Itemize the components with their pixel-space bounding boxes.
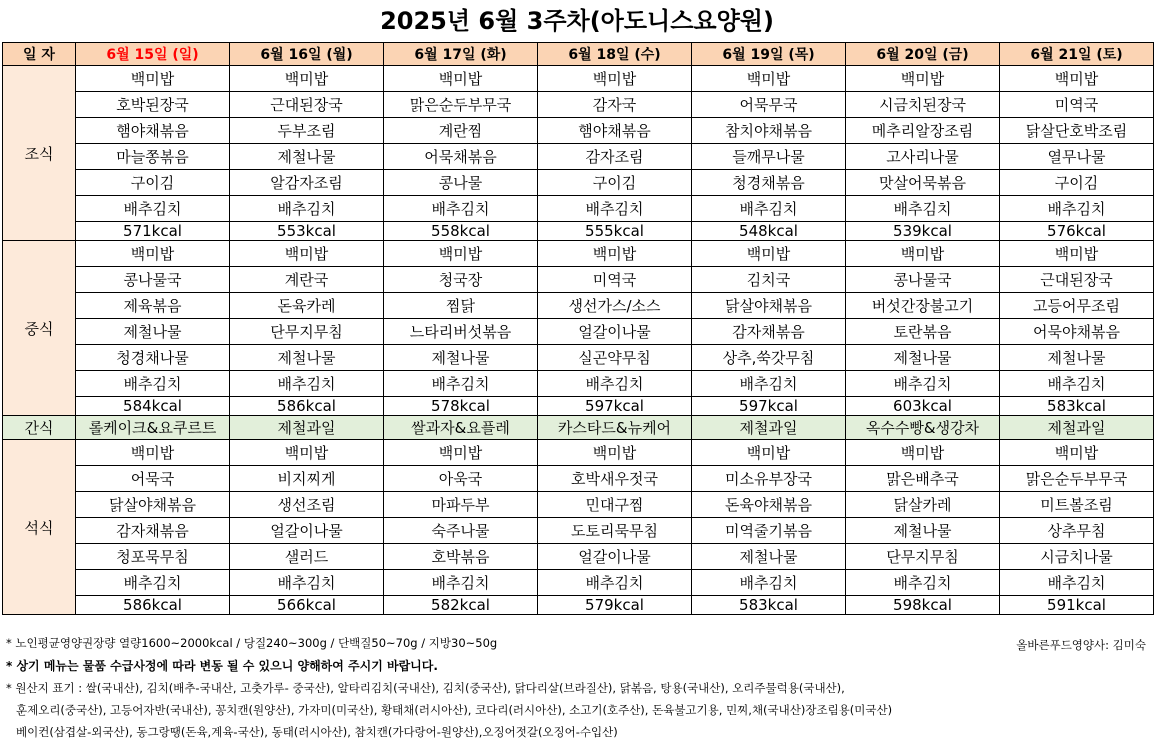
- menu-item: 미트볼조림: [1000, 492, 1154, 518]
- menu-item: 제철나물: [76, 319, 230, 345]
- menu-item: 생선가스/소스: [538, 293, 692, 319]
- menu-item: 얼갈이나물: [230, 518, 384, 544]
- menu-item: 배추김치: [384, 371, 538, 397]
- menu-item: 얼갈이나물: [538, 544, 692, 570]
- day-header: 6월 16일 (월): [230, 43, 384, 66]
- menu-item: 미역국: [1000, 92, 1154, 118]
- kcal-value: 597kcal: [538, 397, 692, 416]
- kcal-value: 558kcal: [384, 222, 538, 241]
- menu-item: 어묵국: [76, 466, 230, 492]
- snack-item: 카스타드&뉴케어: [538, 416, 692, 440]
- menu-item: 맑은순두부무국: [1000, 466, 1154, 492]
- kcal-value: 578kcal: [384, 397, 538, 416]
- date-label: 일 자: [3, 43, 76, 66]
- menu-item: 감자채볶음: [692, 319, 846, 345]
- menu-item: 배추김치: [538, 371, 692, 397]
- menu-item: 청국장: [384, 267, 538, 293]
- menu-item: 콩나물국: [846, 267, 1000, 293]
- menu-item: 콩나물: [384, 170, 538, 196]
- menu-item: 배추김치: [384, 196, 538, 222]
- menu-item: 아욱국: [384, 466, 538, 492]
- menu-item: 백미밥: [692, 241, 846, 267]
- menu-item: 제철나물: [846, 345, 1000, 371]
- kcal-value: 571kcal: [76, 222, 230, 241]
- menu-item: 제철나물: [846, 518, 1000, 544]
- menu-item: 상추,쑥갓무침: [692, 345, 846, 371]
- food-row: [3, 144, 1154, 170]
- food-row: [3, 241, 1154, 267]
- kcal-value: 555kcal: [538, 222, 692, 241]
- kcal-row: [3, 222, 1154, 241]
- menu-item: 배추김치: [76, 570, 230, 596]
- menu-item: 호박볶음: [384, 544, 538, 570]
- menu-item: 청포묵무침: [76, 544, 230, 570]
- day-header: 6월 20일 (금): [846, 43, 1000, 66]
- menu-item: 백미밥: [1000, 66, 1154, 92]
- menu-item: 청경채볶음: [692, 170, 846, 196]
- kcal-value: 582kcal: [384, 596, 538, 615]
- menu-item: 단무지무침: [846, 544, 1000, 570]
- food-row: [3, 544, 1154, 570]
- food-row: [3, 570, 1154, 596]
- menu-item: 제철나물: [230, 144, 384, 170]
- menu-item: 미역줄기볶음: [692, 518, 846, 544]
- kcal-value: 583kcal: [692, 596, 846, 615]
- menu-item: 배추김치: [1000, 196, 1154, 222]
- origin-note-line: * 원산지 표기 : 쌀(국내산), 김치(배추-국내산, 고춧가루- 중국산), 알타리김치(국내산), 김치(중국산), 닭다리살(브라질산), 닭볶음, 탕용(국내산), 오리주물럭용(국내산),: [6, 681, 845, 695]
- menu-item: 백미밥: [230, 241, 384, 267]
- menu-item: 배추김치: [538, 570, 692, 596]
- kcal-row: [3, 596, 1154, 615]
- menu-item: 콩나물국: [76, 267, 230, 293]
- kcal-value: 583kcal: [1000, 397, 1154, 416]
- menu-item: 맛살어묵볶음: [846, 170, 1000, 196]
- menu-item: 계란찜: [384, 118, 538, 144]
- menu-item: 백미밥: [538, 440, 692, 466]
- menu-item: 백미밥: [384, 440, 538, 466]
- dinner-label: 석식: [3, 440, 76, 615]
- menu-item: 배추김치: [384, 570, 538, 596]
- menu-item: 계란국: [230, 267, 384, 293]
- menu-item: 배추김치: [230, 371, 384, 397]
- menu-item: 얼갈이나물: [538, 319, 692, 345]
- menu-item: 미역국: [538, 267, 692, 293]
- menu-item: 상추무침: [1000, 518, 1154, 544]
- menu-item: 백미밥: [846, 241, 1000, 267]
- menu-item: 배추김치: [846, 570, 1000, 596]
- menu-item: 숙주나물: [384, 518, 538, 544]
- menu-item: 고사리나물: [846, 144, 1000, 170]
- kcal-value: 591kcal: [1000, 596, 1154, 615]
- header-row: [3, 43, 1154, 66]
- snack-item: 쌀과자&요플레: [384, 416, 538, 440]
- menu-item: 배추김치: [692, 371, 846, 397]
- day-header: 6월 18일 (수): [538, 43, 692, 66]
- menu-item: 근대된장국: [230, 92, 384, 118]
- menu-item: 백미밥: [384, 241, 538, 267]
- menu-item: 배추김치: [846, 371, 1000, 397]
- nutrition-standard-note: * 노인평균영양권장량 열량1600~2000kcal / 당질240~300g / 단백질50~70g / 지방30~50g: [6, 636, 498, 650]
- weekly-menu-table: [2, 42, 1154, 615]
- menu-item: 백미밥: [1000, 241, 1154, 267]
- menu-item: 구이김: [76, 170, 230, 196]
- menu-item: 참치야채볶음: [692, 118, 846, 144]
- food-row: [3, 196, 1154, 222]
- menu-item: 백미밥: [230, 66, 384, 92]
- menu-item: 백미밥: [1000, 440, 1154, 466]
- food-row: [3, 518, 1154, 544]
- kcal-value: 584kcal: [76, 397, 230, 416]
- menu-item: 배추김치: [846, 196, 1000, 222]
- menu-item: 돈육야채볶음: [692, 492, 846, 518]
- menu-item: 백미밥: [538, 66, 692, 92]
- food-row: [3, 466, 1154, 492]
- menu-item: 고등어무조림: [1000, 293, 1154, 319]
- day-header: 6월 15일 (일): [76, 43, 230, 66]
- menu-item: 맑은배추국: [846, 466, 1000, 492]
- kcal-row: [3, 397, 1154, 416]
- lunch-label: 중식: [3, 241, 76, 416]
- snack-row: [3, 416, 1154, 440]
- food-row: [3, 293, 1154, 319]
- food-row: [3, 118, 1154, 144]
- snack-item: 제철과일: [230, 416, 384, 440]
- snack-item: 제철과일: [1000, 416, 1154, 440]
- menu-item: 김치국: [692, 267, 846, 293]
- menu-item: 배추김치: [76, 371, 230, 397]
- menu-item: 호박된장국: [76, 92, 230, 118]
- menu-item: 마파두부: [384, 492, 538, 518]
- menu-item: 백미밥: [846, 66, 1000, 92]
- menu-item: 닭살야채볶음: [692, 293, 846, 319]
- kcal-value: 553kcal: [230, 222, 384, 241]
- menu-item: 버섯간장불고기: [846, 293, 1000, 319]
- menu-item: 닭살야채볶음: [76, 492, 230, 518]
- menu-item: 백미밥: [692, 440, 846, 466]
- snack-item: 롤케이크&요쿠르트: [76, 416, 230, 440]
- menu-item: 돈육카레: [230, 293, 384, 319]
- menu-item: 미소유부장국: [692, 466, 846, 492]
- menu-item: 백미밥: [846, 440, 1000, 466]
- menu-item: 제철나물: [692, 544, 846, 570]
- day-header: 6월 17일 (화): [384, 43, 538, 66]
- menu-item: 청경채나물: [76, 345, 230, 371]
- menu-item: 제육볶음: [76, 293, 230, 319]
- snack-item: 옥수수빵&생강차: [846, 416, 1000, 440]
- menu-item: 배추김치: [692, 196, 846, 222]
- kcal-value: 539kcal: [846, 222, 1000, 241]
- snack-item: 제철과일: [692, 416, 846, 440]
- menu-item: 마늘쫑볶음: [76, 144, 230, 170]
- kcal-value: 548kcal: [692, 222, 846, 241]
- menu-item: 감자채볶음: [76, 518, 230, 544]
- menu-item: 닭살카레: [846, 492, 1000, 518]
- snack-label: 간식: [3, 416, 76, 440]
- page-title: 2025년 6월 3주차(아도니스요양원): [380, 7, 774, 35]
- food-row: [3, 267, 1154, 293]
- menu-item: 토란볶음: [846, 319, 1000, 345]
- origin-note-line: 훈제오리(중국산), 고등어자반(국내산), 꽁치캔(원양산), 가자미(미국산), 황태채(러시아산), 코다리(러시아산), 소고기(호주산), 돈육불고기용, 민찌,채(국내산)장조림용(미국산): [16, 703, 893, 717]
- change-notice: * 상기 메뉴는 물품 수급사정에 따라 변동 될 수 있으니 양해하여 주시기 바랍니다.: [6, 659, 438, 673]
- menu-item: 제철나물: [384, 345, 538, 371]
- menu-item: 단무지무침: [230, 319, 384, 345]
- food-row: [3, 440, 1154, 466]
- menu-item: 시금치된장국: [846, 92, 1000, 118]
- menu-item: 두부조림: [230, 118, 384, 144]
- menu-item: 배추김치: [230, 570, 384, 596]
- food-row: [3, 66, 1154, 92]
- menu-item: 백미밥: [538, 241, 692, 267]
- menu-item: 시금치나물: [1000, 544, 1154, 570]
- menu-item: 배추김치: [230, 196, 384, 222]
- kcal-value: 566kcal: [230, 596, 384, 615]
- kcal-value: 603kcal: [846, 397, 1000, 416]
- menu-item: 들깨무나물: [692, 144, 846, 170]
- menu-item: 제철나물: [230, 345, 384, 371]
- menu-item: 배추김치: [538, 196, 692, 222]
- menu-item: 백미밥: [230, 440, 384, 466]
- menu-item: 실곤약무침: [538, 345, 692, 371]
- food-row: [3, 92, 1154, 118]
- day-header: 6월 21일 (토): [1000, 43, 1154, 66]
- kcal-value: 579kcal: [538, 596, 692, 615]
- menu-item: 백미밥: [76, 440, 230, 466]
- menu-item: 햄야채볶음: [538, 118, 692, 144]
- menu-item: 구이김: [1000, 170, 1154, 196]
- menu-item: 도토리묵무침: [538, 518, 692, 544]
- menu-item: 배추김치: [692, 570, 846, 596]
- menu-item: 감자국: [538, 92, 692, 118]
- origin-note-line: 베이컨(삼겹살-외국산), 동그랑땡(돈육,계육-국산), 동태(러시아산), 참치캔(가다랑어-원양산),오징어젓갈(오징어-수입산): [16, 725, 618, 739]
- menu-item: 알감자조림: [230, 170, 384, 196]
- menu-item: 감자조림: [538, 144, 692, 170]
- kcal-value: 576kcal: [1000, 222, 1154, 241]
- menu-item: 열무나물: [1000, 144, 1154, 170]
- menu-item: 호박새우젓국: [538, 466, 692, 492]
- kcal-value: 597kcal: [692, 397, 846, 416]
- menu-item: 구이김: [538, 170, 692, 196]
- menu-item: 찜닭: [384, 293, 538, 319]
- breakfast-label: 조식: [3, 66, 76, 241]
- food-row: [3, 319, 1154, 345]
- menu-item: 생선조림: [230, 492, 384, 518]
- menu-item: 샐러드: [230, 544, 384, 570]
- menu-item: 닭살단호박조림: [1000, 118, 1154, 144]
- menu-item: 민대구찜: [538, 492, 692, 518]
- menu-item: 백미밥: [384, 66, 538, 92]
- food-row: [3, 345, 1154, 371]
- menu-item: 느타리버섯볶음: [384, 319, 538, 345]
- menu-item: 근대된장국: [1000, 267, 1154, 293]
- menu-item: 어묵무국: [692, 92, 846, 118]
- menu-item: 메추리알장조림: [846, 118, 1000, 144]
- menu-item: 백미밥: [76, 66, 230, 92]
- food-row: [3, 371, 1154, 397]
- nutritionist-credit: 올바른푸드영양사: 김미숙: [1016, 638, 1146, 652]
- menu-item: 백미밥: [692, 66, 846, 92]
- menu-item: 어묵채볶음: [384, 144, 538, 170]
- food-row: [3, 492, 1154, 518]
- menu-item: 배추김치: [76, 196, 230, 222]
- menu-item: 어묵야채볶음: [1000, 319, 1154, 345]
- menu-item: 배추김치: [1000, 371, 1154, 397]
- menu-item: 맑은순두부무국: [384, 92, 538, 118]
- day-header: 6월 19일 (목): [692, 43, 846, 66]
- menu-item: 햄야채볶음: [76, 118, 230, 144]
- kcal-value: 598kcal: [846, 596, 1000, 615]
- menu-item: 배추김치: [1000, 570, 1154, 596]
- menu-item: 제철나물: [1000, 345, 1154, 371]
- menu-item: 비지찌게: [230, 466, 384, 492]
- menu-item: 백미밥: [76, 241, 230, 267]
- kcal-value: 586kcal: [230, 397, 384, 416]
- food-row: [3, 170, 1154, 196]
- kcal-value: 586kcal: [76, 596, 230, 615]
